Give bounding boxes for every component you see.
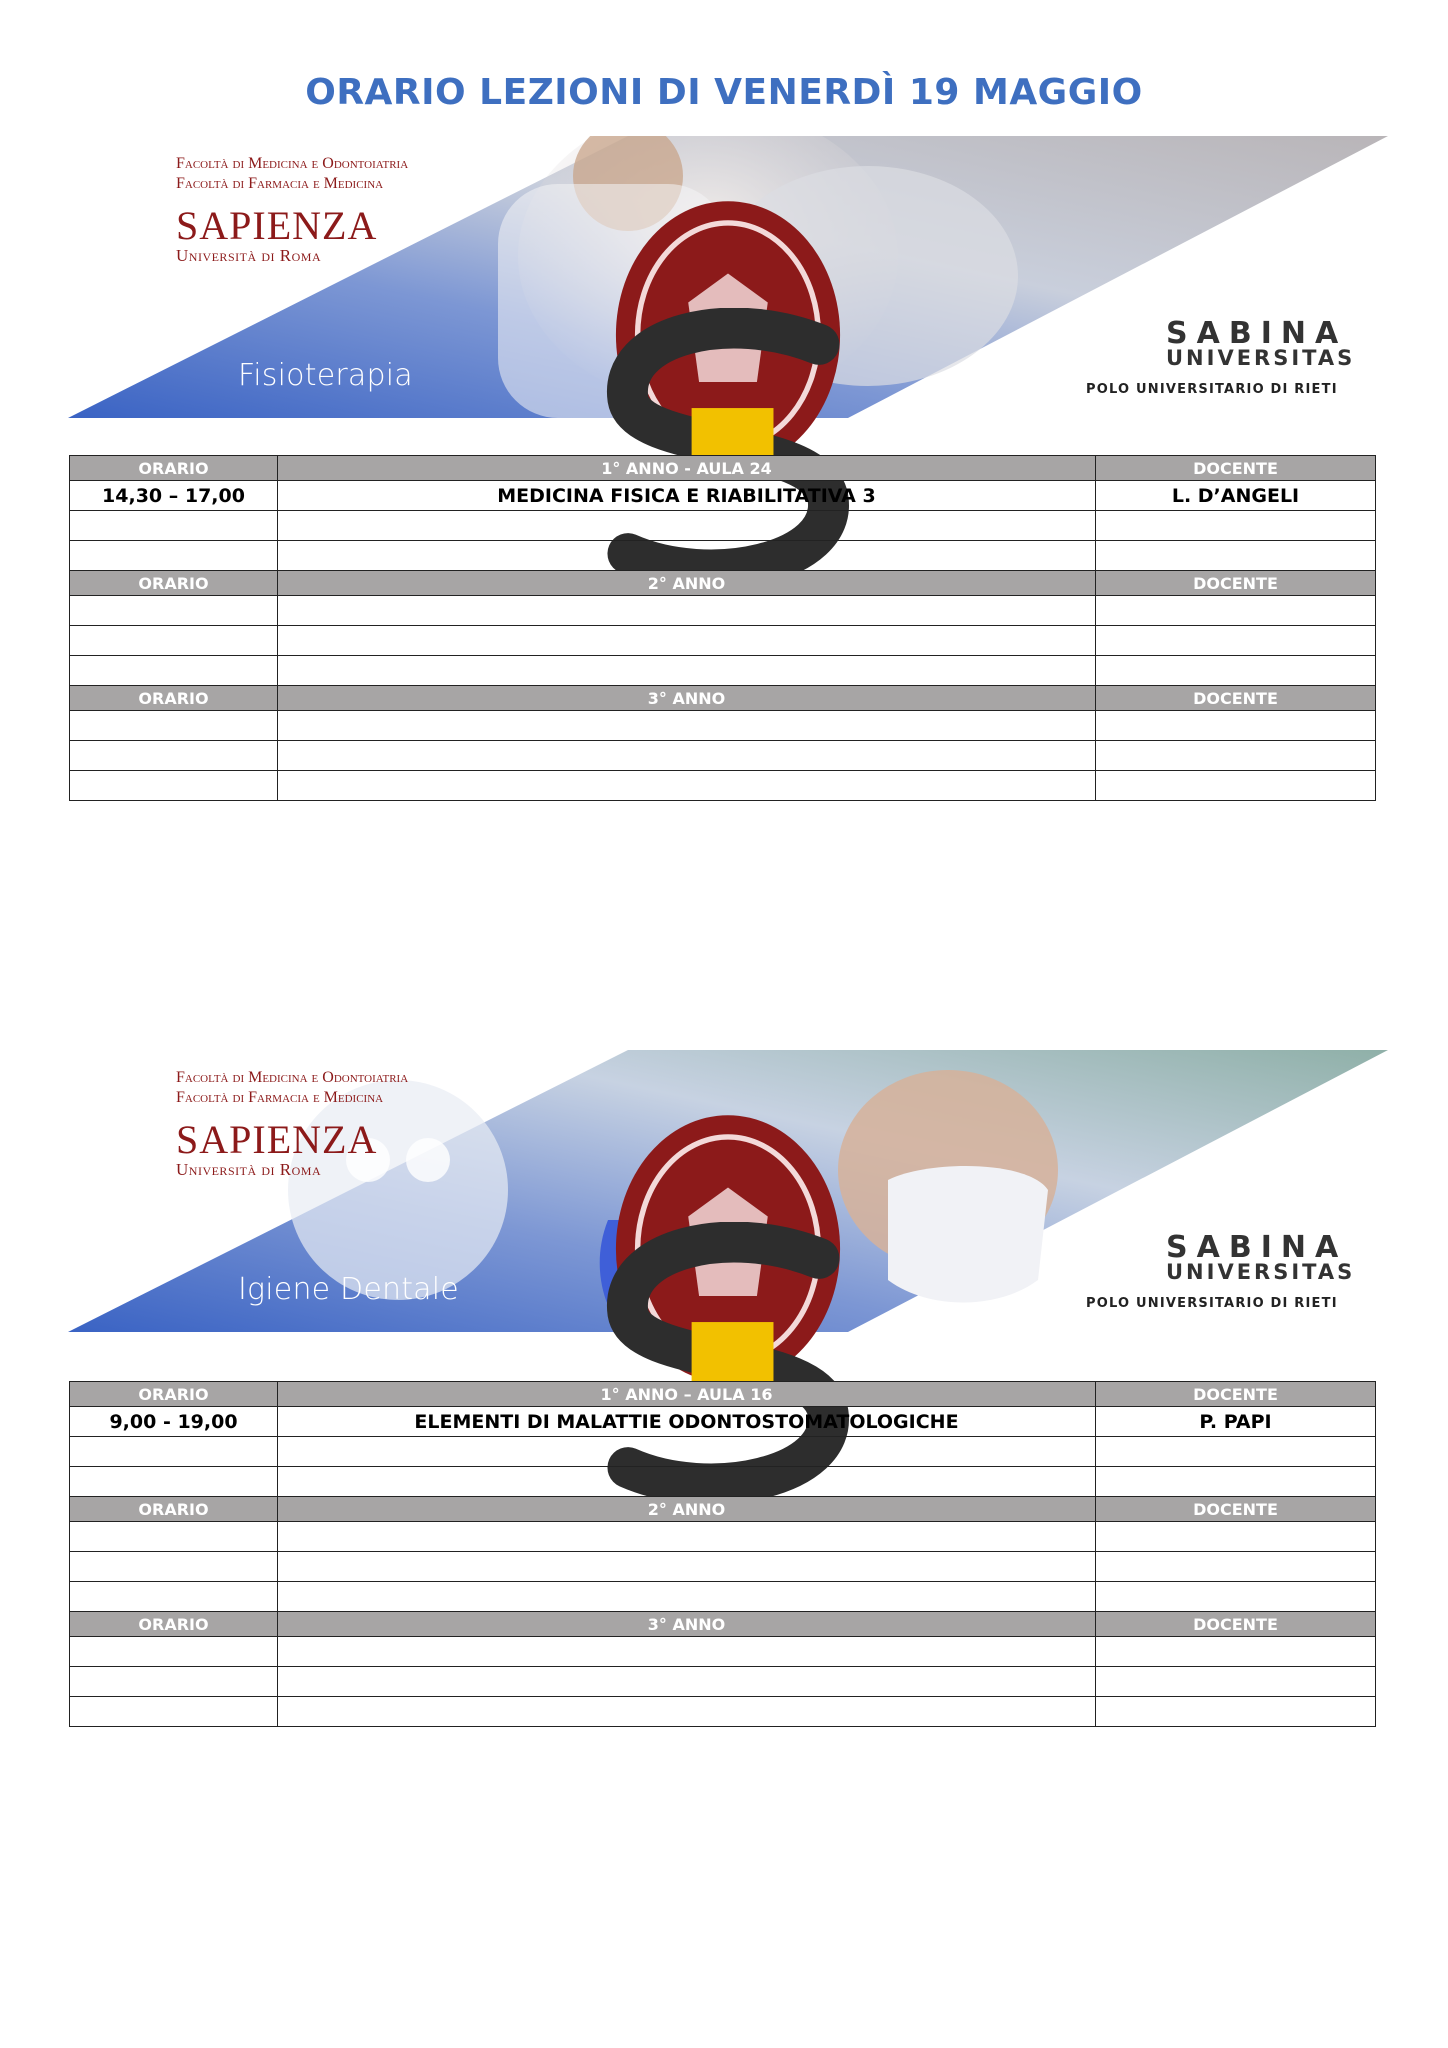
course-cell: [278, 741, 1096, 771]
time-cell: [70, 596, 278, 626]
teacher-cell: [1096, 1552, 1376, 1582]
table-header-row: [70, 686, 1376, 711]
time-cell: [70, 541, 278, 571]
course-cell: [278, 596, 1096, 626]
time-cell: [70, 1667, 278, 1697]
time-cell: 14,30 – 17,00: [70, 481, 278, 511]
header-cell-year: 2° ANNO: [278, 1497, 1096, 1522]
partner-subname: UNIVERSITAS: [1166, 1260, 1356, 1284]
header-cell-year: 3° ANNO: [278, 1612, 1096, 1637]
faculty-line-1: Facoltà di Medicina e Odontoiatria: [176, 155, 409, 172]
university-name: SAPIENZA: [176, 1117, 378, 1162]
table-row: [70, 481, 1376, 511]
time-cell: 9,00 - 19,00: [70, 1407, 278, 1437]
teacher-cell: [1096, 771, 1376, 801]
time-cell: [70, 626, 278, 656]
table-row: [70, 541, 1376, 571]
header-cell-year: 3° ANNO: [278, 686, 1096, 711]
table-header-row: [70, 1497, 1376, 1522]
teacher-cell: P. PAPI: [1096, 1407, 1376, 1437]
partner-tagline: POLO UNIVERSITARIO DI RIETI: [1086, 382, 1338, 397]
table-row: [70, 1407, 1376, 1437]
teacher-cell: [1096, 1467, 1376, 1497]
header-cell-orario: ORARIO: [70, 456, 278, 481]
header-cell-orario: ORARIO: [70, 1612, 278, 1637]
time-cell: [70, 1697, 278, 1727]
table-header-row: [70, 1382, 1376, 1407]
table-row: [70, 711, 1376, 741]
table-row: [70, 626, 1376, 656]
table-row: [70, 1467, 1376, 1497]
table-row: [70, 656, 1376, 686]
teacher-cell: [1096, 711, 1376, 741]
table-header-row: [70, 571, 1376, 596]
course-cell: [278, 771, 1096, 801]
teacher-cell: [1096, 511, 1376, 541]
partner-tagline: POLO UNIVERSITARIO DI RIETI: [1086, 1296, 1338, 1311]
header-cell-year: 1° ANNO – AULA 16: [278, 1382, 1096, 1407]
teacher-cell: [1096, 1637, 1376, 1667]
table-row: [70, 511, 1376, 541]
course-name: Fisioterapia: [238, 358, 413, 393]
teacher-cell: L. D’ANGELI: [1096, 481, 1376, 511]
partner-name: SABINA: [1166, 316, 1348, 351]
time-cell: [70, 1467, 278, 1497]
header-cell-orario: ORARIO: [70, 571, 278, 596]
table-header-row: [70, 1612, 1376, 1637]
table-row: [70, 1437, 1376, 1467]
partner-name: SABINA: [1166, 1230, 1348, 1265]
teacher-cell: [1096, 596, 1376, 626]
fisioterapia-schedule-table: [69, 455, 1376, 801]
course-cell: [278, 511, 1096, 541]
header-cell-year: 2° ANNO: [278, 571, 1096, 596]
time-cell: [70, 771, 278, 801]
page-title: ORARIO LEZIONI DI VENERDÌ 19 MAGGIO: [305, 72, 1143, 113]
header-cell-docente: DOCENTE: [1096, 1497, 1376, 1522]
teacher-cell: [1096, 1437, 1376, 1467]
course-cell: [278, 1667, 1096, 1697]
faculty-line-2: Facoltà di Farmacia e Medicina: [176, 1089, 384, 1106]
header-cell-year: 1° ANNO - AULA 24: [278, 456, 1096, 481]
header-cell-orario: ORARIO: [70, 686, 278, 711]
header-cell-docente: DOCENTE: [1096, 1382, 1376, 1407]
header-cell-docente: DOCENTE: [1096, 571, 1376, 596]
faculty-line-2: Facoltà di Farmacia e Medicina: [176, 175, 384, 192]
table-row: [70, 741, 1376, 771]
teacher-cell: [1096, 626, 1376, 656]
time-cell: [70, 1522, 278, 1552]
university-name: SAPIENZA: [176, 203, 378, 248]
teacher-cell: [1096, 1522, 1376, 1552]
university-subtitle: Università di Roma: [176, 246, 322, 265]
header-cell-docente: DOCENTE: [1096, 456, 1376, 481]
course-cell: ELEMENTI DI MALATTIE ODONTOSTOMATOLOGICHE: [278, 1407, 1096, 1437]
table-row: [70, 1637, 1376, 1667]
course-cell: [278, 1697, 1096, 1727]
course-cell: [278, 1522, 1096, 1552]
course-cell: MEDICINA FISICA E RIABILITATIVA 3: [278, 481, 1096, 511]
table-row: [70, 1667, 1376, 1697]
time-cell: [70, 656, 278, 686]
igiene-dentale-banner: [68, 1050, 1388, 1332]
course-cell: [278, 1582, 1096, 1612]
teacher-cell: [1096, 541, 1376, 571]
university-subtitle: Università di Roma: [176, 1160, 322, 1179]
course-cell: [278, 1467, 1096, 1497]
table-row: [70, 1697, 1376, 1727]
teacher-cell: [1096, 741, 1376, 771]
time-cell: [70, 711, 278, 741]
header-cell-orario: ORARIO: [70, 1382, 278, 1407]
partner-subname: UNIVERSITAS: [1166, 346, 1356, 370]
table-header-row: [70, 456, 1376, 481]
course-cell: [278, 656, 1096, 686]
table-row: [70, 1582, 1376, 1612]
table-row: [70, 1552, 1376, 1582]
course-name: Igiene Dentale: [238, 1272, 459, 1307]
time-cell: [70, 511, 278, 541]
table-row: [70, 771, 1376, 801]
teacher-cell: [1096, 1582, 1376, 1612]
teacher-cell: [1096, 1697, 1376, 1727]
course-cell: [278, 1637, 1096, 1667]
igiene-dentale-schedule-table: [69, 1381, 1376, 1727]
header-cell-docente: DOCENTE: [1096, 1612, 1376, 1637]
header-cell-orario: ORARIO: [70, 1497, 278, 1522]
teacher-cell: [1096, 1667, 1376, 1697]
time-cell: [70, 1582, 278, 1612]
table-row: [70, 1522, 1376, 1552]
course-cell: [278, 1552, 1096, 1582]
fisioterapia-banner: [68, 136, 1388, 418]
faculty-line-1: Facoltà di Medicina e Odontoiatria: [176, 1069, 409, 1086]
time-cell: [70, 1437, 278, 1467]
time-cell: [70, 741, 278, 771]
time-cell: [70, 1637, 278, 1667]
time-cell: [70, 1552, 278, 1582]
course-cell: [278, 1437, 1096, 1467]
course-cell: [278, 626, 1096, 656]
header-cell-docente: DOCENTE: [1096, 686, 1376, 711]
table-row: [70, 596, 1376, 626]
course-cell: [278, 541, 1096, 571]
course-cell: [278, 711, 1096, 741]
teacher-cell: [1096, 656, 1376, 686]
